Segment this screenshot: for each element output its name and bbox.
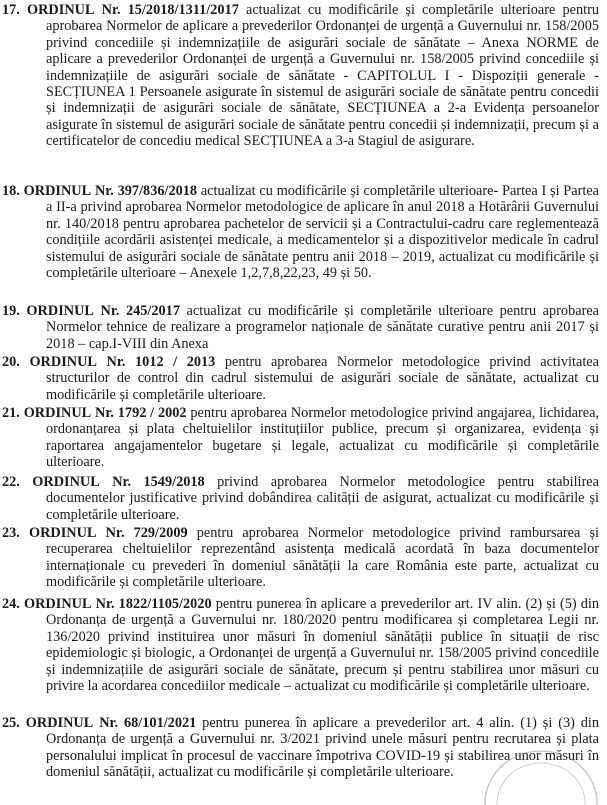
item-reference: Nr. 245/2017 [100, 303, 180, 319]
list-item-text [2, 474, 599, 523]
item-body: pentru aprobarea Normelor metodologice privind angajarea, lichidarea, ordonanțarea și plata cheltuielilor instituțiilor publice, precum și organizarea, evidența și raportarea angajamentelor bugetare și legale, actualizat cu modificările și completările ulterioare. [46, 405, 600, 471]
item-reference: Nr. 397/836/2018 [94, 183, 198, 199]
item-number: 18. [2, 183, 20, 199]
item-number: 22. [2, 474, 20, 490]
list-item-text [2, 715, 600, 781]
list-item-19 [0, 303, 599, 352]
item-reference: Nr. 1822/1105/2020 [95, 596, 212, 612]
item-body: actualizat cu modificările și completările ulterioare- Partea I și Partea a II-a privind aprobarea Normelor metodologice de aplicare în anul 2018 a Hotărârii Guvernului nr. 140/2018 pentru aprobarea pachetelor de servicii și a Contractului-cadru care reglementează condițiile acordării asistenței medicale, a medicamentelor și a dispozitivelor medicale în cadrul sistemului de asigurări sociale de sănătate pentru anii 2018 – 2019, actualizat cu modificările și completările ulterioare – Anexele 1,2,7,8,22,23, 49 și 50. [46, 183, 600, 282]
item-body: actualizat cu modificările și completările ulterioare pentru aprobarea Normelor tehnice de realizare a programelor naționale de sănătate curative pentru anii 2017 și 2018 – cap.I-VIII din Anexa [46, 303, 600, 352]
list-item-21 [0, 405, 599, 471]
item-reference: Nr. 15/2018/1311/2017 [101, 2, 239, 18]
list-item-text [2, 2, 600, 150]
list-item-23 [0, 525, 599, 591]
item-heading: ORDINUL [32, 474, 100, 490]
list-item-22 [0, 474, 599, 523]
item-heading: ORDINUL [26, 2, 95, 18]
item-body: pentru punerea în aplicare a prevederilor art. IV alin. (2) și (5) din Ordonanța de urgență a Guvernului nr. 180/2020 pentru modificarea și completarea Legii nr. 136/2020 privind instituirea unor măsuri în domeniul sănătății publice în situații de risc epidemiologic și biologic, a Ordonanței de urgență a Guvernului nr. 158/2005 privind concediile și indemnizațiile de asigurări sociale de sănătate, precum și pentru stabilirea unor măsuri cu privire la acordarea concediilor medicale – actualizat cu modificările și completările ulterioare. [46, 596, 599, 695]
item-heading: ORDINUL [23, 596, 92, 612]
item-body: pentru punerea în aplicare a prevederilor art. 4 alin. (1) și (3) din Ordonanța de urgență a Guvernului nr. 3/2021 privind unele măsuri pentru recrutarea și plata personalului implicat în procesul de vaccinare împotriva COVID-19 și stabilirea unor măsuri în domeniul sănătății, actualizat cu modificările și completările ulterioare. [46, 715, 600, 781]
list-item-24 [0, 596, 599, 694]
item-heading: ORDINUL [29, 354, 97, 370]
list-item-18 [0, 183, 599, 281]
item-body: privind aprobarea Normelor metodologice pentru stabilirea documentelor justificative privind dobândirea calității de asigurat, actualizat cu modificările și completările ulterioare. [46, 474, 599, 523]
item-reference: Nr. 1549/2018 [112, 474, 205, 490]
item-number: 17. [2, 2, 20, 18]
item-number: 25. [2, 715, 20, 731]
item-heading: ORDINUL [23, 405, 92, 421]
item-number: 21. [2, 405, 20, 421]
item-heading: ORDINUL [28, 525, 97, 541]
item-reference: Nr. 729/2009 [105, 525, 188, 541]
item-heading: ORDINUL [23, 183, 92, 199]
list-item-text [2, 596, 599, 695]
item-number: 24. [2, 596, 20, 612]
item-heading: ORDINUL [26, 303, 94, 319]
item-body: pentru aprobarea Normelor metodologice privind rambursarea și recuperarea cheltuielilor reprezentând asistența medicală acordată în baza documentelor internaționale cu prevederi în domeniul sănătății la care România este parte, actualizat cu modificările și completările ulterioare. [46, 525, 599, 591]
item-number: 19. [2, 303, 20, 319]
list-item-text [2, 183, 600, 282]
item-number: 23. [2, 525, 20, 541]
list-item-text [2, 525, 599, 591]
list-item-text [2, 303, 600, 352]
item-number: 20. [2, 354, 20, 370]
list-item-text [2, 354, 599, 403]
item-body: pentru aprobarea Normelor metodologice privind activitatea structurilor de control din cadrul sistemului de asigurări sociale de sănătate, actualizat cu modificările și completările ulterioare. [46, 354, 599, 403]
list-item-25 [0, 715, 599, 781]
item-body: actualizat cu modificările și completările ulterioare pentru aprobarea Normelor de aplicare a prevederilor Ordonanței de urgență a Guvernului nr. 158/2005 privind concediile și indemnizațiile de asigurări sociale de sănătate – Anexa NORME de aplicare a prevederilor Ordonanței de urgență a Guvernului nr. 158/2005 privind concediile și indemnizațiile de asigurări sociale de sănătate - CAPITOLUL I - Dispoziții generale - SECȚIUNEA 1 Persoanele asigurate în sistemul de asigurări sociale de sănătate pentru concedii și indemnizații de asigurări sociale de sănătate, SECȚIUNEA a 2-a Evidența persoanelor asigurate în sistemul de asigurări sociale de sănătate pentru concedii și indemnizații, precum și a certificatelor de concediu medical SECȚIUNEA a 3-a Stagiul de asigurare. [46, 2, 600, 150]
item-heading: ORDINUL [25, 715, 94, 731]
list-item-17 [0, 2, 599, 150]
list-item-text [2, 405, 600, 471]
item-reference: Nr. 1012 / 2013 [106, 354, 216, 370]
list-item-20 [0, 354, 599, 403]
item-reference: Nr. 68/101/2021 [99, 715, 197, 731]
item-reference: Nr. 1792 / 2002 [95, 405, 187, 421]
